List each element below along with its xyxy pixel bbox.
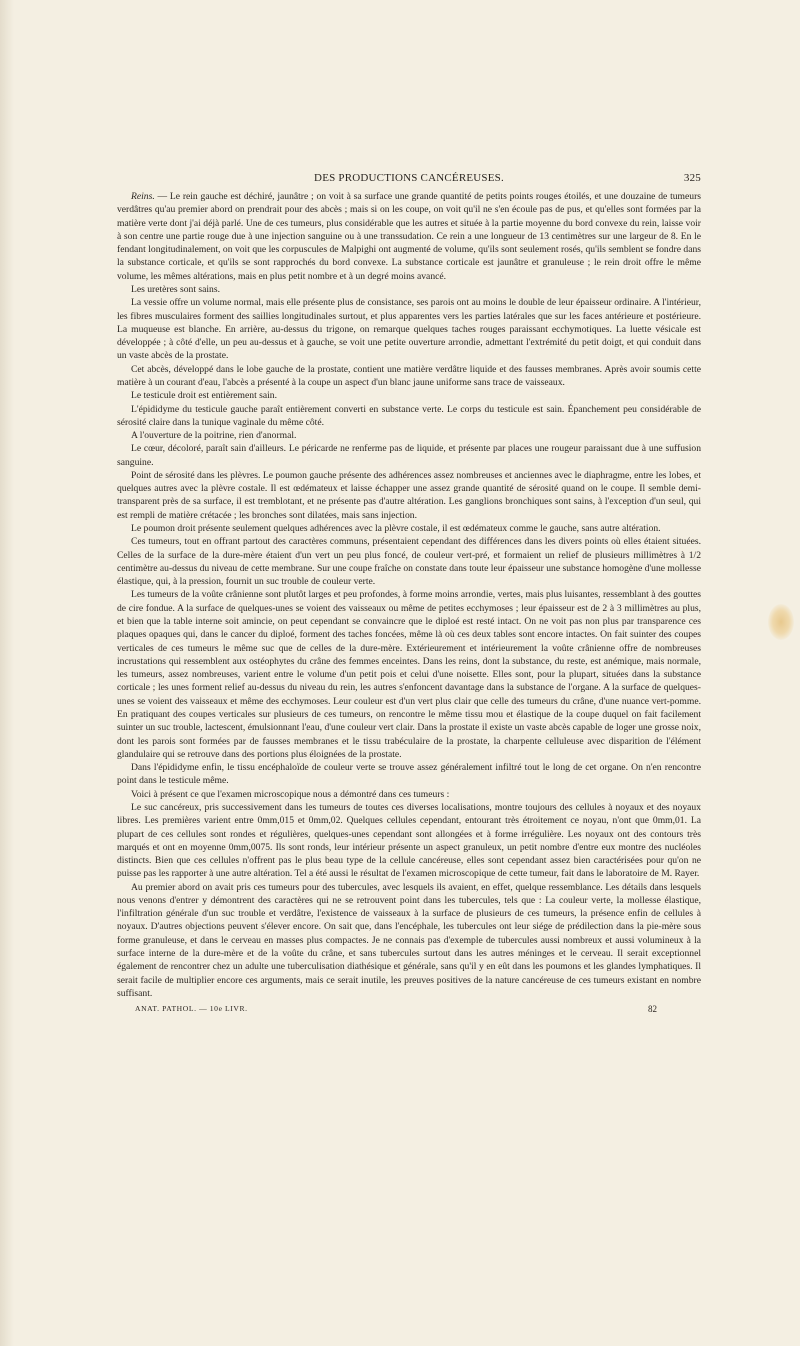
paragraph [117, 190, 701, 283]
paragraph [117, 588, 701, 761]
paragraph [117, 442, 701, 469]
paragraph-text: Les tumeurs de la voûte crânienne sont plutôt larges et peu profondes, à forme moins arrondie, vertes, mais plus luisantes, ressemblant à des gouttes de cire fondue. A la surface de quelques-unes se voient des vaisseaux ou même de petites ecchymoses ; leur épaisseur est de 2 à 3 millimètres au plus, et bien que la table interne soit amincie, on peut cependant se convaincre que le diploé est resté intact. On ne voit pas non plus par transparence ces plaques opaques qui, dans le cancer du diploé, forment des taches foncées, même là où ces deux tables sont encore intactes. On fait suinter des coupes verticales de ces tumeurs le même suc que de celles de la dure-mère. Extérieurement et intérieurement la voûte crânienne offre de nombreuses incrustations qui ressemblent aux ostéophytes du crâne des femmes enceintes. Dans les reins, dont la substance, du reste, est anémique, mais normale, les tumeurs, assez nombreuses, varient entre le volume d'un petit pois et celui d'une noisette. Elles sont, pour la plupart, situées dans la substance corticale ; les unes forment relief au-dessus du niveau du rein, les autres s'enfoncent davantage dans la substance de l'organe. A la surface de quelques-unes se voient des vaisseaux et même des ecchymoses. Leur couleur est d'un vert plus clair que celle des tumeurs du crâne, d'une nuance vert-pomme. En pratiquant des coupes verticales sur plusieurs de ces tumeurs, on rencontre le même tissu mou et élastique de la coupe duquel on fait facilement suinter un suc trouble, lactescent, émulsionnant l'eau, d'une couleur vert clair. Dans la prostate il existe un vaste abcès capable de loger une grosse noix, dont les parois sont formées par de fausses membranes et le tissu trabéculaire de la prostate, la charpente celluleuse avec disparition de l'élément glandulaire qui se retrouve dans des portions plus éloignées de la prostate. [117, 589, 701, 760]
paragraph-text: L'épididyme du testicule gauche paraît entièrement converti en substance verte. Le corps du testicule est sain. Épanchement peu considérable de sérosité claire dans la tunique vaginale du même côté. [117, 403, 701, 428]
paragraph-text: Ces tumeurs, tout en offrant partout des caractères communs, présentaient cependant des différences dans les divers points où elles étaient situées. Celles de la surface de la dure-mère étaient d'un vert un peu plus foncé, de couleur vert-pré, et formaient un relief de plusieurs millimètres à 1/2 centimètre au-dessus du niveau de cette membrane. Sur une coupe fraîche on constate dans toute leur épaisseur une substance homogène d'une mollesse élastique, qui, à la pression, fournit un suc trouble de couleur verte. [117, 536, 701, 588]
paragraph [117, 881, 701, 1001]
paragraph-text: Le suc cancéreux, pris successivement dans les tumeurs de toutes ces diverses localisations, montre toujours des cellules à noyaux et des noyaux libres. Les premières varient entre 0mm,015 et 0mm,02. Quelques cellules cependant, entourant très étroitement ce noyau, n'ont que 0mm,01. La plupart de ces cellules sont rondes et régulières, quelques-unes cependant sont allongées et à forme irrégulière. Les noyaux ont des contours très marqués et ont en moyenne 0mm,0075. Ils sont ronds, leur intérieur présente un aspect granuleux, un petit nombre d'entre eux montre des nucléoles distincts. Bien que ces cellules n'offrent pas le plus beau type de la cellule cancéreuse, elles sont cependant assez bien caractérisées pour qu'on ne puisse pas les rapporter à une autre altération. Tel a été aussi le résultat de l'examen microscopique de cette tumeur, fait dans le laboratoire de M. Rayer. [117, 801, 701, 880]
paragraph [117, 535, 701, 588]
paragraph-text: Le cœur, décoloré, paraît sain d'ailleurs. Le péricarde ne renferme pas de liquide, et présente par places une rougeur paraissant due à une suffusion sanguine. [117, 443, 701, 468]
sheet-number: 82 [648, 1004, 657, 1015]
paragraph-text: Au premier abord on avait pris ces tumeurs pour des tubercules, avec lesquels ils avaient, en effet, quelque ressemblance. Les détails dans lesquels nous venons d'entrer y démontrent des caractères qui ne se retrouvent point dans les tubercules, tels que : La couleur verte, la mollesse élastique, l'infiltration générale d'un suc trouble et verdâtre, l'existence de vaisseaux à la surface de plusieurs de ces tumeurs, la présence enfin de cellules à noyaux. D'autres objections peuvent s'élever encore. On sait que, dans l'encéphale, les tubercules ont leur siége de prédilection dans la pie-mère sous forme granuleuse, et dans le cerveau en masses plus compactes. Je ne connais pas d'exemple de tubercules aussi nombreux et aussi volumineux à la surface interne de la dure-mère et de la voûte du crâne, et sans tubercules surtout dans les autres méninges et le cerveau. Il serait exceptionnel également de rencontrer chez un adulte une tuberculisation diathésique et générale, sans qu'il y en eût dans les poumons et les glandes lymphatiques. Il serait facile de multiplier encore ces arguments, mais ce serait inutile, les preuves positives de la nature cancéreuse de ces tumeurs existant en nombre suffisant. [117, 881, 701, 999]
paper-stain [768, 604, 794, 640]
body-text [117, 190, 701, 1000]
running-title: DES PRODUCTIONS CANCÉREUSES. [314, 172, 504, 184]
page-content [117, 172, 701, 1018]
paragraph-text: Cet abcès, développé dans le lobe gauche de la prostate, contient une matière verdâtre liquide et des fausses membranes. Après avoir soumis cette matière à un courant d'eau, l'abcès a présenté à la coupe un aspect d'un blanc jaune uniforme sans trace de vaisseaux. [117, 363, 701, 388]
paragraph-text: — Le rein gauche est déchiré, jaunâtre ; on voit à sa surface une grande quantité de petits points rouges étoilés, et une douzaine de tumeurs verdâtres qu'au premier abord on prendrait pour des abcès ; mais si on les coupe, on voit qu'il ne s'en écoule pas de pus, et qu'elles sont formées par la matière verte dont j'ai déjà parlé. Une de ces tumeurs, plus considérable que les autres et située à la partie moyenne du bord convexe du rein, laisse voir à son centre une partie rouge due à une injection sanguine ou à une transsudation. Ce rein a une longueur de 13 centimètres sur une largeur de 8. En le fendant longitudinalement, on voit que les corpuscules de Malpighi ont augmenté de volume, qu'ils sont seulement rosés, qu'ils semblent se fondre dans la substance corticale, et qu'ils se sont rapprochés du bord convexe. La substance corticale est jaunâtre et granuleuse ; le rein droit offre le même volume, les mêmes altérations, mais en plus petit nombre et à un degré moins avancé. [117, 191, 701, 282]
paragraph [117, 761, 701, 788]
paragraph [117, 429, 701, 442]
page-footer [117, 1004, 701, 1018]
paragraph-text: Le poumon droit présente seulement quelques adhérences avec la plèvre costale, il est œdémateux comme le gauche, sans autre altération. [131, 523, 661, 535]
paragraph [117, 283, 701, 296]
signature-mark: ANAT. PATHOL. — 10e LIVR. [135, 1004, 248, 1014]
paragraph [117, 801, 701, 881]
paragraph [117, 363, 701, 390]
paragraph [117, 389, 701, 402]
page-number: 325 [683, 172, 701, 184]
running-header [117, 172, 701, 190]
paragraph-lead: Reins. [131, 191, 155, 202]
paragraph-text: Les uretères sont sains. [131, 283, 220, 295]
paragraph [117, 403, 701, 430]
paragraph-text: La vessie offre un volume normal, mais elle présente plus de consistance, ses parois ont au moins le double de leur épaisseur ordinaire. A l'intérieur, les fibres musculaires forment des saillies longitudinales surtout, et plus apparentes vers les parties latérales que sur les faces antérieure et postérieure. La muqueuse est blanche. En arrière, au-dessus du trigone, on remarque quelques taches rouges paraissant ecchymotiques. La luette vésicale est développée ; à côté d'elle, un peu au-dessus et à gauche, se voit une petite ouverture arrondie, admettant l'extrémité du petit doigt, et qui conduit dans un vaste abcès de la prostate. [117, 297, 701, 362]
paragraph-text: Dans l'épididyme enfin, le tissu encéphaloïde de couleur verte se trouve assez généralement infiltré tout le long de cet organe. On n'en rencontre point dans le testicule même. [117, 762, 701, 787]
paragraph-text: Point de sérosité dans les plèvres. Le poumon gauche présente des adhérences assez nombreuses et anciennes avec le diaphragme, entre les lobes, et quelques autres avec la plèvre costale. Il est œdémateux et laisse échapper une assez grande quantité de sérosité quand on le coupe. Il semble demi-transparent près de sa surface, il est tremblotant, et ne présente pas d'autre altération. Les ganglions bronchiques sont sains, à l'exception d'un seul, qui est rempli de matière crétacée ; les bronches sont dilatées, mais sans injection. [117, 469, 701, 521]
paragraph-text: Voici à présent ce que l'examen microscopique nous a démontré dans ces tumeurs : [131, 788, 450, 800]
page-edge-shadow [0, 0, 14, 1346]
paragraph [117, 469, 701, 522]
paragraph-text: A l'ouverture de la poitrine, rien d'anormal. [131, 430, 297, 442]
paragraph [117, 296, 701, 362]
paragraph-text: Le testicule droit est entièrement sain. [131, 390, 277, 402]
paragraph [117, 788, 701, 801]
paragraph [117, 522, 701, 535]
